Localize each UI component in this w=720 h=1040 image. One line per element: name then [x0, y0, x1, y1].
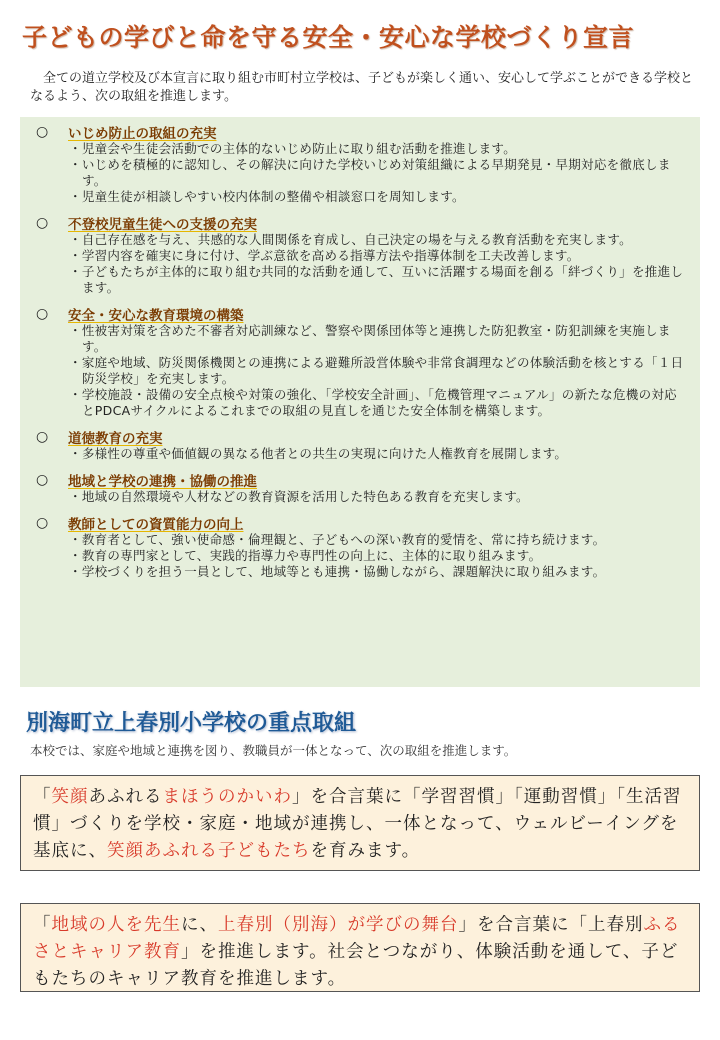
declaration-section [36, 123, 684, 205]
section-title: 道徳教育の充実 [68, 431, 163, 447]
bullet-item: ・ 地域の自然環境や人材などの教育資源を活用した特色ある教育を充実します。 [69, 489, 684, 505]
highlight-text: 上春別（別海）が学びの舞台 [218, 915, 459, 935]
motto-text: を育みます。 [310, 841, 421, 861]
highlight-text: 笑顔 [51, 787, 89, 807]
bullet-item: ・ 教育者として、強い使命感・倫理観と、子どもへの深い教育的愛情を、常に持ち続けます。 [69, 532, 684, 548]
section-heading [36, 305, 684, 323]
intro-text: 全ての道立学校及び本宣言に取り組む市町村立学校は、子どもが楽しく通い、安心して学ぶことができる学校となるよう、次の取組を推進します。 [30, 71, 694, 104]
declaration-section [36, 214, 684, 296]
bullet-item: ・ 子どもたちが主体的に取り組む共同的な活動を通して、互いに活躍する場面を創る「絆づくり」を推進します。 [69, 264, 684, 296]
motto-text: 」を合言葉に「上春別 [458, 915, 644, 935]
section-heading [36, 123, 684, 141]
school-title: 別海町立上春別小学校の重点取組 [26, 711, 357, 736]
bullet-item: ・ 児童生徒が相談しやすい校内体制の整備や相談窓口を周知します。 [69, 189, 684, 205]
declaration-section [36, 471, 684, 505]
circle-mark-icon: ○ [36, 472, 49, 488]
circle-mark-icon: ○ [36, 306, 49, 322]
bullet-item: ・ 性被害対策を含めた不審者対応訓練など、警察や関係団体等と連携した防犯教室・防犯訓練を実施します。 [69, 323, 684, 355]
bullet-item: ・ 児童会や生徒会活動での主体的ないじめ防止に取り組む活動を推進します。 [69, 141, 684, 157]
bullet-item: ・ 自己存在感を与え、共感的な人間関係を育成し、自己決定の場を与える教育活動を充実します。 [69, 232, 684, 248]
section-heading [36, 428, 684, 446]
motto-text: あふれる [88, 787, 163, 807]
section-heading [36, 214, 684, 232]
bullet-list [36, 323, 684, 419]
bullet-item: ・ 教育の専門家として、実践的指導力や専門性の向上に、主体的に取り組みます。 [69, 548, 684, 564]
motto-text: 」を推進します。社会とつながり、体験活動を通して、子どもたちのキャリア教育を推進します。 [33, 942, 679, 989]
section-title: 不登校児童生徒への支援の充実 [68, 217, 257, 233]
circle-mark-icon: ○ [36, 124, 49, 140]
declaration-box [20, 117, 700, 687]
motto-text: 「 [33, 915, 52, 935]
bullet-item: ・ 家庭や地域、防災関係機関との連携による避難所設営体験や非常食調理などの体験活動を核とする「１日防災学校」を充実します。 [69, 355, 684, 387]
bullet-item: ・ 多様性の尊重や価値観の異なる他者との共生の実現に向けた人権教育を展開します。 [69, 446, 684, 462]
highlight-text: まほうのかいわ [162, 787, 292, 807]
declaration-section [36, 428, 684, 462]
declaration-section [36, 514, 684, 580]
bullet-item: ・ 学習内容を確実に身に付け、学ぶ意欲を高める指導方法や指導体制を工夫改善します。 [69, 248, 684, 264]
highlight-text: ふるさとキャリア教育 [33, 915, 681, 962]
section-title: 安全・安心な教育環境の構築 [68, 308, 244, 324]
section-title: 教師としての資質能力の向上 [68, 517, 244, 533]
section-heading [36, 514, 684, 532]
motto-text: 「 [33, 787, 52, 807]
circle-mark-icon: ○ [36, 429, 49, 445]
declaration-section [36, 305, 684, 419]
bullet-item: ・ 学校施設・設備の安全点検や対策の強化、「学校安全計画」、「危機管理マニュアル」の新たな危機の対応とPDCAサイクルによるこれまでの取組の見直しを通じた安全体制を構築します。 [69, 387, 684, 419]
bullet-list [36, 446, 684, 462]
motto-box-2 [20, 903, 700, 992]
school-intro: 本校では、家庭や地域と連携を図り、教職員が一体となって、次の取組を推進します。 [30, 743, 517, 758]
bullet-list [36, 532, 684, 580]
highlight-text: 笑顔あふれる子どもたち [107, 841, 311, 861]
section-heading [36, 471, 684, 489]
motto-text: 」を合言葉に「学習習慣」「運動習慣」「生活習慣」づくりを学校・家庭・地域が連携し、一体となって、ウェルビーイングを基底に、 [33, 787, 682, 861]
page-title: 子どもの学びと命を守る安全・安心な学校づくり宣言 [22, 23, 635, 52]
section-title: 地域と学校の連携・協働の推進 [68, 474, 257, 490]
bullet-item: ・ いじめを積極的に認知し、その解決に向けた学校いじめ対策組織による早期発見・早期対応を徹底します。 [69, 157, 684, 189]
bullet-list [36, 141, 684, 205]
bullet-list [36, 232, 684, 296]
motto-box-1 [20, 775, 700, 871]
bullet-item: ・ 学校づくりを担う一員として、地域等とも連携・協働しながら、課題解決に取り組みます。 [69, 564, 684, 580]
bullet-list [36, 489, 684, 505]
circle-mark-icon: ○ [36, 515, 49, 531]
section-title: いじめ防止の取組の充実 [68, 126, 217, 142]
highlight-text: 地域の人を先生 [51, 915, 181, 935]
motto-text: に、 [181, 915, 218, 935]
circle-mark-icon: ○ [36, 215, 49, 231]
